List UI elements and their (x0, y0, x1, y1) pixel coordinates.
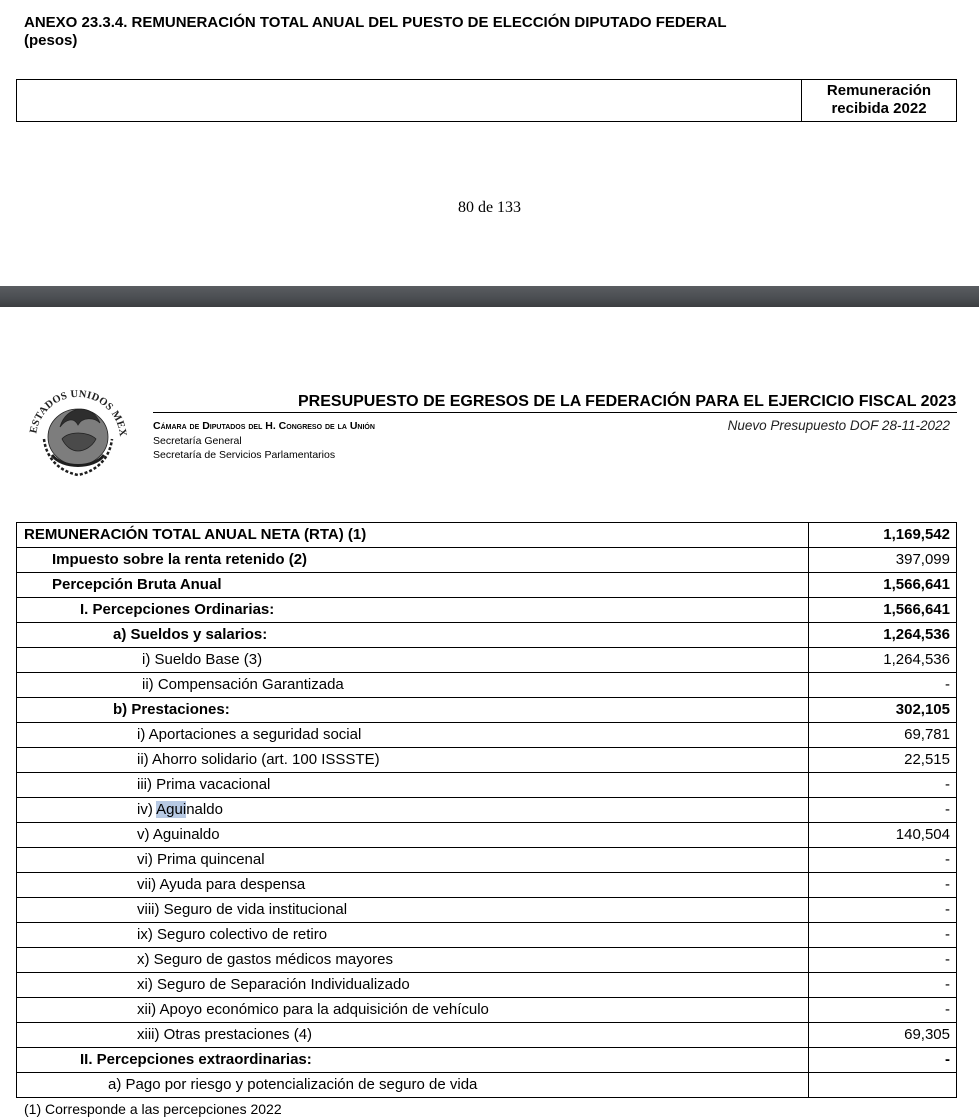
row-value: 1,264,536 (809, 648, 957, 673)
row-label: ii) Compensación Garantizada (17, 673, 809, 698)
page-divider (0, 286, 979, 307)
row-label: Percepción Bruta Anual (17, 573, 809, 598)
title-rule (153, 412, 957, 413)
table-row (17, 673, 957, 698)
row-value: - (809, 923, 957, 948)
row-value: - (809, 798, 957, 823)
secretaria-general-label: Secretaría General (153, 435, 242, 447)
row-value: 69,305 (809, 1023, 957, 1048)
row-label: I. Percepciones Ordinarias: (17, 598, 809, 623)
row-value: 22,515 (809, 748, 957, 773)
table-row (17, 773, 957, 798)
table-row (17, 998, 957, 1023)
camara-label: Cámara de Diputados del H. Congreso de la Unión (153, 420, 375, 432)
row-label: vii) Ayuda para despensa (17, 873, 809, 898)
table-row (17, 873, 957, 898)
footnote: (1) Corresponde a las percepciones 2022 (24, 1101, 282, 1117)
row-label-suffix: naldo (186, 801, 223, 818)
annex-header-table (16, 79, 957, 122)
table-row (17, 523, 957, 548)
budget-title: PRESUPUESTO DE EGRESOS DE LA FEDERACIÓN PARA EL EJERCICIO FISCAL 2023 (298, 393, 957, 410)
mexico-seal-icon (22, 377, 134, 483)
annex-title-line2: (pesos) (24, 32, 78, 49)
row-label: viii) Seguro de vida institucional (17, 898, 809, 923)
table-row (17, 573, 957, 598)
row-value (809, 1073, 957, 1098)
annex-title (24, 14, 727, 50)
row-label: xii) Apoyo económico para la adquisición de vehículo (17, 998, 809, 1023)
table-row (17, 748, 957, 773)
table-row (17, 848, 957, 873)
table-row (17, 1023, 957, 1048)
row-value: - (809, 898, 957, 923)
row-value: - (809, 948, 957, 973)
row-label: v) Aguinaldo (17, 823, 809, 848)
table-row (17, 973, 957, 998)
row-label: II. Percepciones extraordinarias: (17, 1048, 809, 1073)
row-value: 1,566,641 (809, 573, 957, 598)
row-label: ix) Seguro colectivo de retiro (17, 923, 809, 948)
text-selection-highlight[interactable]: Agui (156, 801, 187, 818)
row-label: xi) Seguro de Separación Individualizado (17, 973, 809, 998)
seal-text: ESTADOS UNIDOS MEX (28, 388, 129, 438)
row-label: xiii) Otras prestaciones (4) (17, 1023, 809, 1048)
row-value: - (809, 1048, 957, 1073)
row-label: Impuesto sobre la renta retenido (2) (17, 548, 809, 573)
row-label: a) Pago por riesgo y potencialización de seguro de vida (17, 1073, 809, 1098)
remuneration-table (16, 522, 957, 1098)
table-row (17, 623, 957, 648)
secretaria-servicios-label: Secretaría de Servicios Parlamentarios (153, 449, 336, 461)
row-value: - (809, 773, 957, 798)
row-label-prefix: iv) (137, 801, 157, 818)
row-value: - (809, 973, 957, 998)
row-value: 1,566,641 (809, 598, 957, 623)
row-value: 397,099 (809, 548, 957, 573)
row-label: iii) Prima vacacional (17, 773, 809, 798)
table-row (17, 1073, 957, 1098)
row-label: b) Prestaciones: (17, 698, 809, 723)
row-label: vi) Prima quincenal (17, 848, 809, 873)
table-row (17, 548, 957, 573)
table-row (17, 598, 957, 623)
row-label (17, 798, 809, 823)
row-value: 140,504 (809, 823, 957, 848)
row-value: 302,105 (809, 698, 957, 723)
page-number: 80 de 133 (457, 199, 522, 216)
table-row (17, 823, 957, 848)
column-header-line1: Remuneración (826, 82, 932, 99)
table-row (17, 948, 957, 973)
row-label: ii) Ahorro solidario (art. 100 ISSSTE) (17, 748, 809, 773)
table-row (17, 898, 957, 923)
row-value: 69,781 (809, 723, 957, 748)
column-header-line2: recibida 2022 (831, 100, 927, 117)
table-row (17, 723, 957, 748)
row-label: a) Sueldos y salarios: (17, 623, 809, 648)
row-value: - (809, 873, 957, 898)
annex-title-line1: ANEXO 23.3.4. REMUNERACIÓN TOTAL ANUAL DEL PUESTO DE ELECCIÓN DIPUTADO FEDERAL (24, 14, 727, 31)
table-row (17, 798, 957, 823)
row-label: i) Aportaciones a seguridad social (17, 723, 809, 748)
table-row (17, 648, 957, 673)
table-row (17, 923, 957, 948)
table-row (17, 1048, 957, 1073)
row-value: 1,169,542 (809, 523, 957, 548)
row-label: i) Sueldo Base (3) (17, 648, 809, 673)
row-value: - (809, 848, 957, 873)
nuevo-presupuesto-label: Nuevo Presupuesto DOF 28-11-2022 (727, 418, 950, 433)
row-value: 1,264,536 (809, 623, 957, 648)
row-value: - (809, 998, 957, 1023)
row-label: x) Seguro de gastos médicos mayores (17, 948, 809, 973)
table-row (17, 698, 957, 723)
row-value: - (809, 673, 957, 698)
row-label: REMUNERACIÓN TOTAL ANUAL NETA (RTA) (1) (17, 523, 809, 548)
column-header (802, 82, 956, 118)
